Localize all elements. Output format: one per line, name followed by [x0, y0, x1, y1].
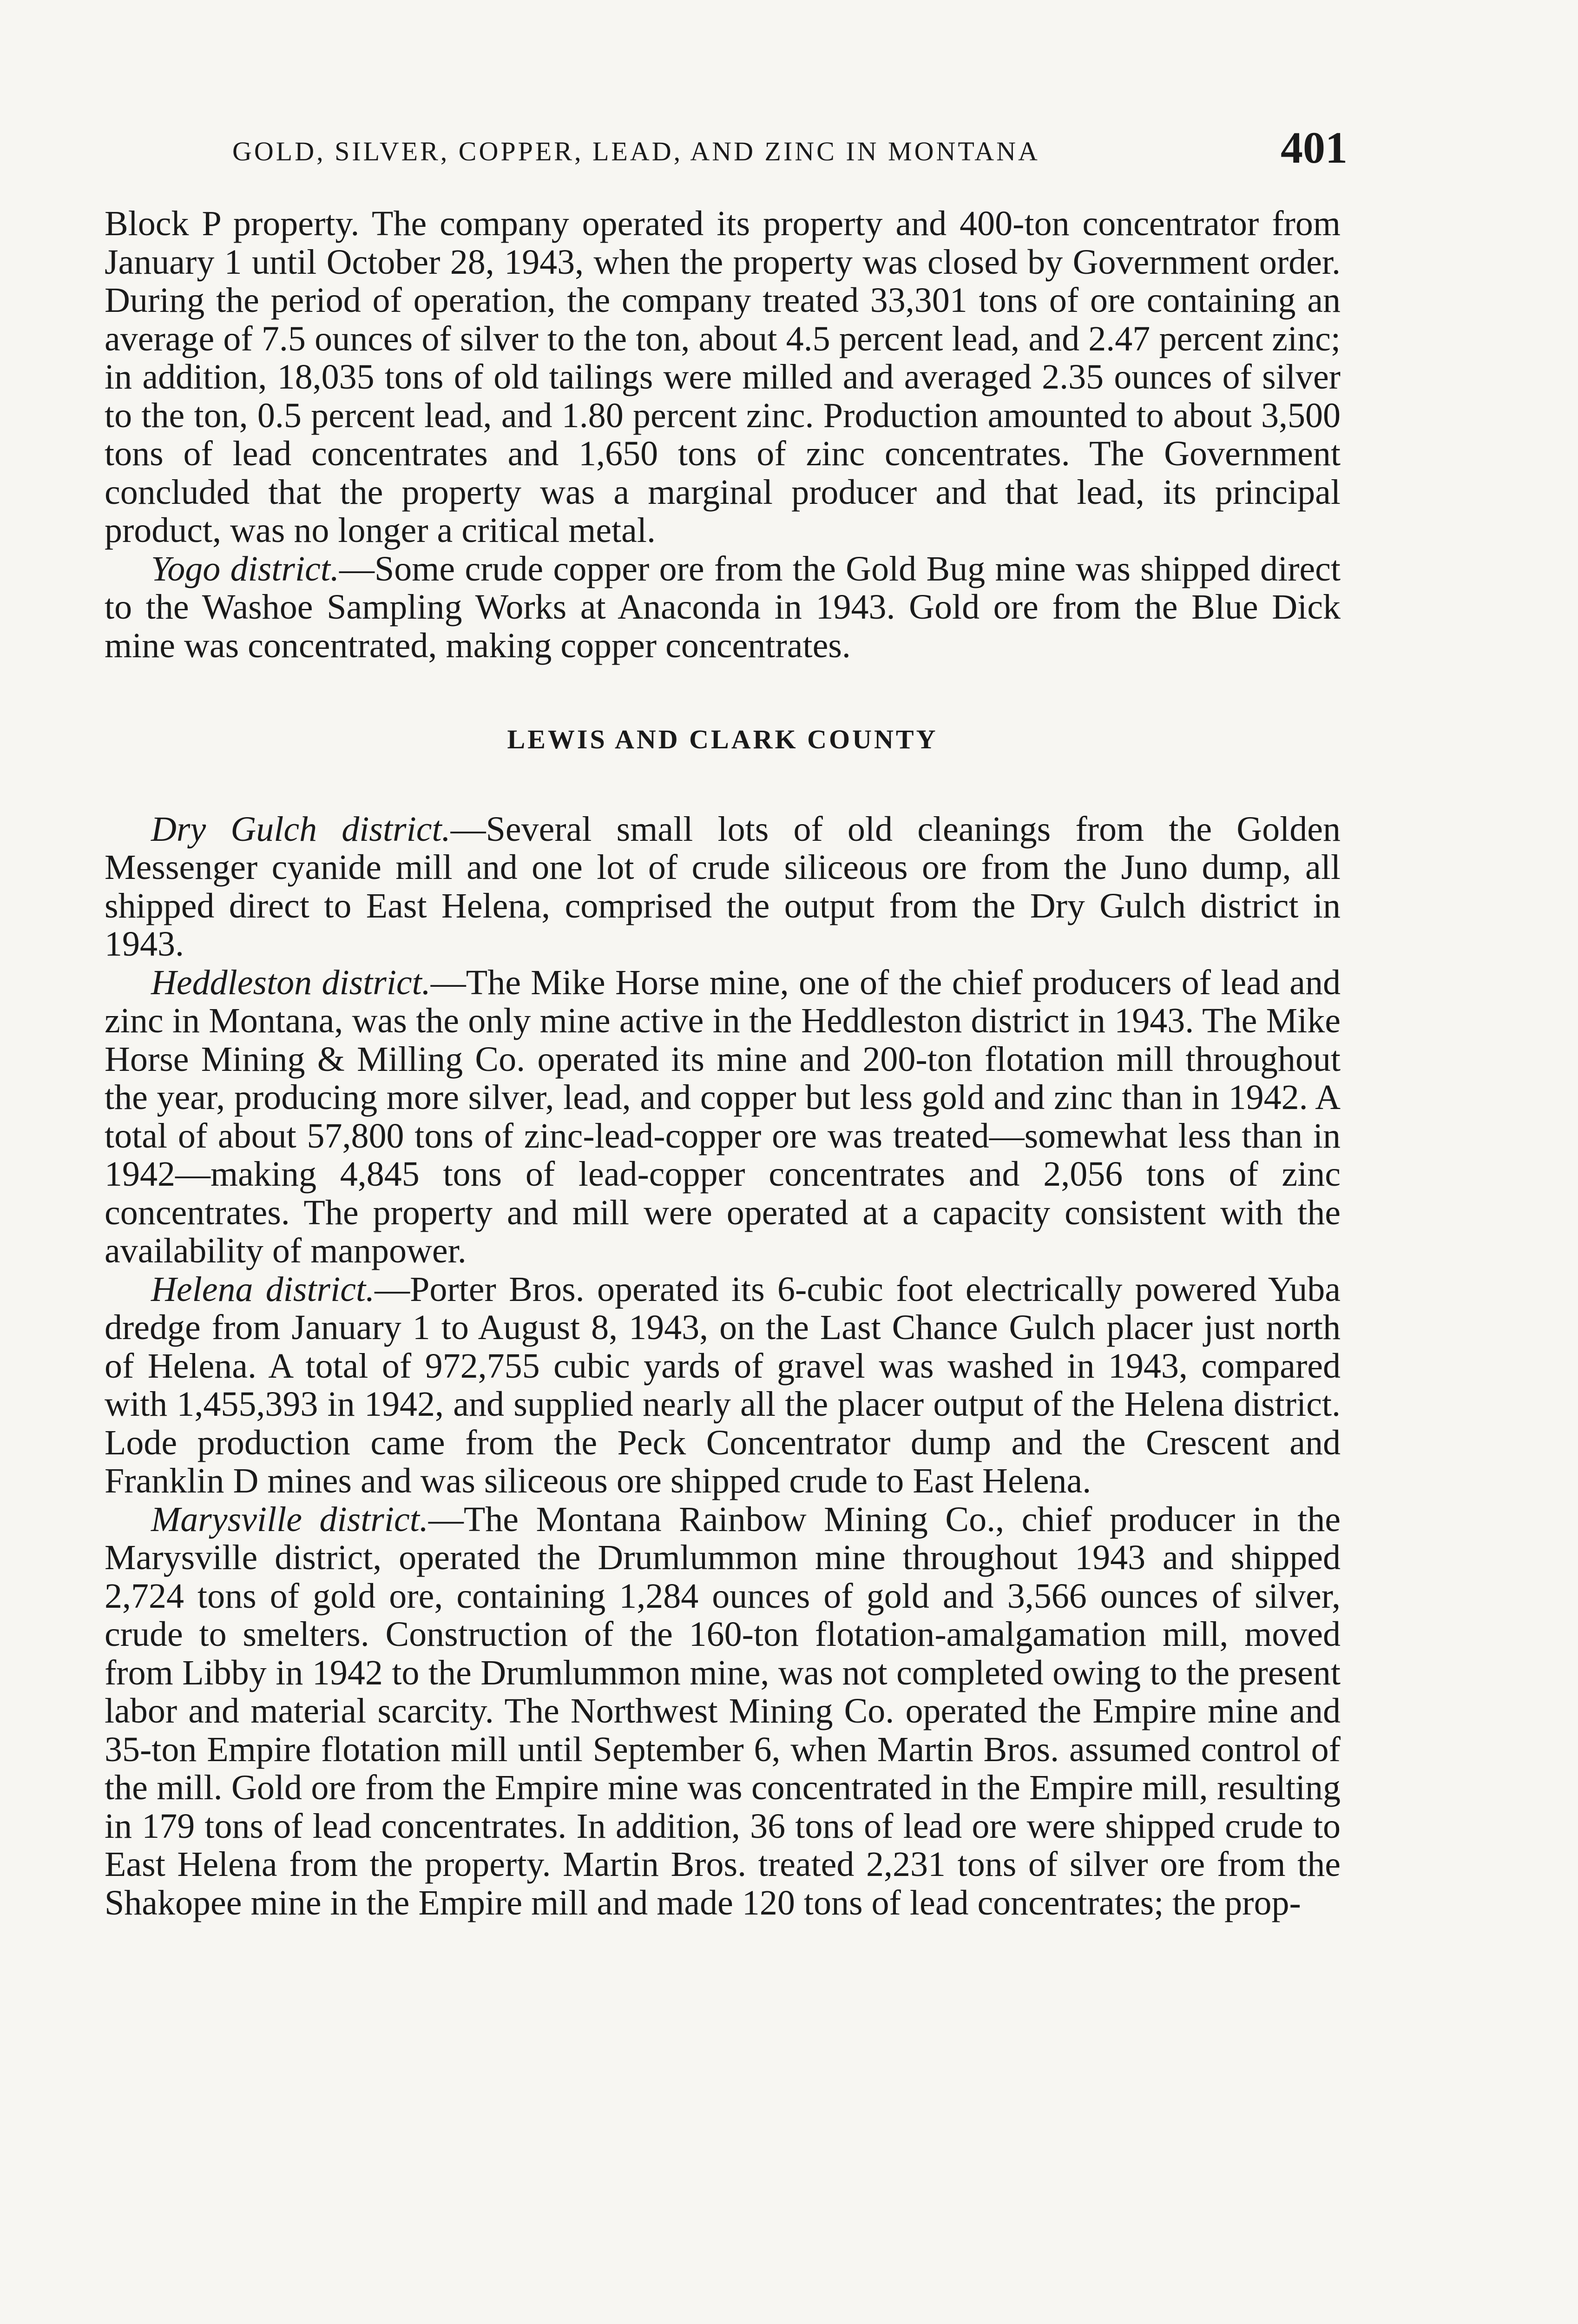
district-name: Yogo district. [151, 549, 339, 588]
paragraph-helena-district [105, 1270, 1341, 1500]
paragraph-text: —The Mike Horse mine, one of the chief producers of lead and zinc in Montana, was the only mine active in the Heddleston district in 1943. The Mike Horse Mining & Milling Co. operated its mine and 200-ton flotation mill throughout the year, producing more silver, lead, and copper but less gold and zinc than in 1942. A total of about 57,800 tons of zinc-lead-copper ore was treated—somewhat less than in 1942—making 4,845 tons of lead-copper concentrates and 2,056 tons of zinc concentrates. The property and mill were operated at a capacity consistent with the availability of manpower. [105, 963, 1341, 1270]
paragraph-text: —Porter Bros. operated its 6-cubic foot electrically powered Yuba dredge from January 1 to August 8, 1943, on the Last Chance Gulch placer just north of Helena. A total of 972,755 cubic yards of gravel was washed in 1943, compared with 1,455,393 in 1942, and supplied nearly all the placer output of the Helena district. Lode production came from the Peck Concentrator dump and the Crescent and Franklin D mines and was siliceous ore shipped crude to East Helena. [105, 1269, 1341, 1500]
district-name: Dry Gulch district. [151, 809, 451, 849]
paragraph-text: Block P property. The company operated its property and 400-ton concentrator from January 1 until October 28, 1943, when the property was closed by Government order. During the period of operation, the company treated 33,301 tons of ore containing an average of 7.5 ounces of silver to the ton, about 4.5 percent lead, and 2.47 percent zinc; in addition, 18,035 tons of old tailings were milled and averaged 2.35 ounces of silver to the ton, 0.5 percent lead, and 1.80 percent zinc. Production amounted to about 3,500 tons of lead concentrates and 1,650 tons of zinc concentrates. The Government concluded that the property was a marginal producer and that lead, its principal product, was no longer a critical metal. [105, 204, 1341, 550]
body-text [105, 205, 1341, 1922]
district-name: Marysville district. [151, 1499, 428, 1539]
paragraph-dry-gulch-district [105, 810, 1341, 964]
paragraph-yogo-district [105, 550, 1341, 665]
section-heading: LEWIS AND CLARK COUNTY [507, 724, 938, 754]
district-name: Heddleston district. [151, 963, 431, 1002]
paragraph-text: —Several small lots of old cleanings from the Golden Messenger cyanide mill and one lot of crude siliceous ore from the Juno dump, all shipped direct to East Helena, comprised the output from the Dry Gulch district in 1943. [105, 809, 1341, 964]
running-head-title: GOLD, SILVER, COPPER, LEAD, AND ZINC IN MONTANA [232, 136, 1040, 166]
district-name: Helena district. [151, 1269, 375, 1309]
page-number: 401 [1281, 123, 1348, 172]
paragraph-block-p [105, 205, 1341, 550]
paragraph-text: —Some crude copper ore from the Gold Bug mine was shipped direct to the Washoe Sampling Works at Anaconda in 1943. Gold ore from the Blue Dick mine was concentrated, making copper concentrates. [105, 549, 1341, 665]
paragraph-marysville-district [105, 1500, 1341, 1922]
paragraph-text: —The Montana Rainbow Mining Co., chief producer in the Marysville district, operated the Drumlummon mine throughout 1943 and shipped 2,724 tons of gold ore, containing 1,284 ounces of gold and 3,566 ounces of silver, crude to smelters. Construction of the 160-ton flotation-amalgamation mill, moved from Libby in 1942 to the Drumlummon mine, was not completed owing to the present labor and material scarcity. The Northwest Mining Co. operated the Empire mine and 35-ton Empire flotation mill until September 6, when Martin Bros. assumed control of the mill. Gold ore from the Empire mine was concentrated in the Empire mill, resulting in 179 tons of lead concentrates. In addition, 36 tons of lead ore were shipped crude to East Helena from the property. Martin Bros. treated 2,231 tons of silver ore from the Shakopee mine in the Empire mill and made 120 tons of lead concentrates; the prop- [105, 1499, 1341, 1922]
paragraph-heddleston-district [105, 964, 1341, 1270]
running-head [232, 122, 1348, 178]
